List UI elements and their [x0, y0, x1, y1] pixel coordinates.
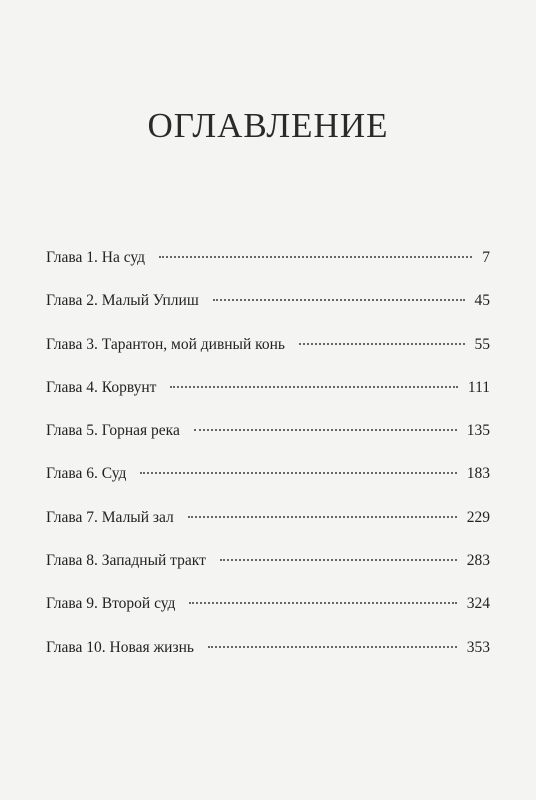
toc-entry-page: 111: [467, 378, 490, 396]
toc-dot-leader: [188, 516, 457, 518]
toc-entry: [46, 335, 490, 378]
toc-entry-page: 229: [466, 508, 490, 526]
toc-entry-label: Глава 5. Горная река: [46, 422, 180, 440]
toc-entry: [46, 508, 490, 551]
toc-dot-leader: [220, 559, 457, 561]
toc-entry-page: 7: [482, 249, 490, 266]
toc-entry-page: 55: [474, 335, 490, 353]
toc-dot-leader: [299, 343, 465, 345]
toc-dot-leader: [140, 472, 456, 474]
toc-entry-label: Глава 6. Суд: [46, 465, 127, 483]
toc-entry-label: Глава 3. Тарантон, мой дивный конь: [46, 335, 285, 353]
toc-entry: [46, 594, 490, 637]
toc-entry-label: Глава 7. Малый зал: [46, 508, 174, 526]
toc-entry-label: Глава 2. Малый Уплиш: [46, 292, 199, 310]
toc-entry: [46, 464, 490, 507]
toc-entry-label: Глава 8. Западный тракт: [46, 552, 206, 570]
toc-entry: [46, 638, 490, 681]
toc-entry-page: 45: [474, 292, 490, 310]
toc-entry-label: Глава 10. Новая жизнь: [46, 638, 194, 656]
toc-entry-page: 353: [466, 638, 490, 656]
toc-entry: [46, 248, 490, 291]
toc-dot-leader: [208, 646, 457, 648]
toc-entry: [46, 378, 490, 421]
toc-dot-leader: [170, 386, 457, 388]
toc-entry-label: Глава 4. Корвунт: [46, 378, 157, 396]
page-title: ОГЛАВЛЕНИЕ: [147, 106, 389, 145]
toc-dot-leader: [213, 299, 465, 301]
toc-entry-page: 135: [466, 422, 490, 440]
toc-dot-leader: [189, 602, 456, 604]
toc-entry: [46, 551, 490, 594]
toc-entry-label: Глава 9. Второй суд: [46, 595, 176, 613]
toc-entry-page: 324: [466, 595, 490, 613]
toc-dot-leader: [194, 429, 457, 431]
toc-entry-page: 183: [466, 465, 490, 483]
toc-entry-label: Глава 1. На суд: [46, 249, 146, 266]
toc-entry: [46, 291, 490, 334]
toc-entry: [46, 421, 490, 464]
toc-entry-page: 283: [466, 552, 490, 570]
toc-dot-leader: [159, 256, 472, 258]
table-of-contents: [46, 248, 490, 681]
